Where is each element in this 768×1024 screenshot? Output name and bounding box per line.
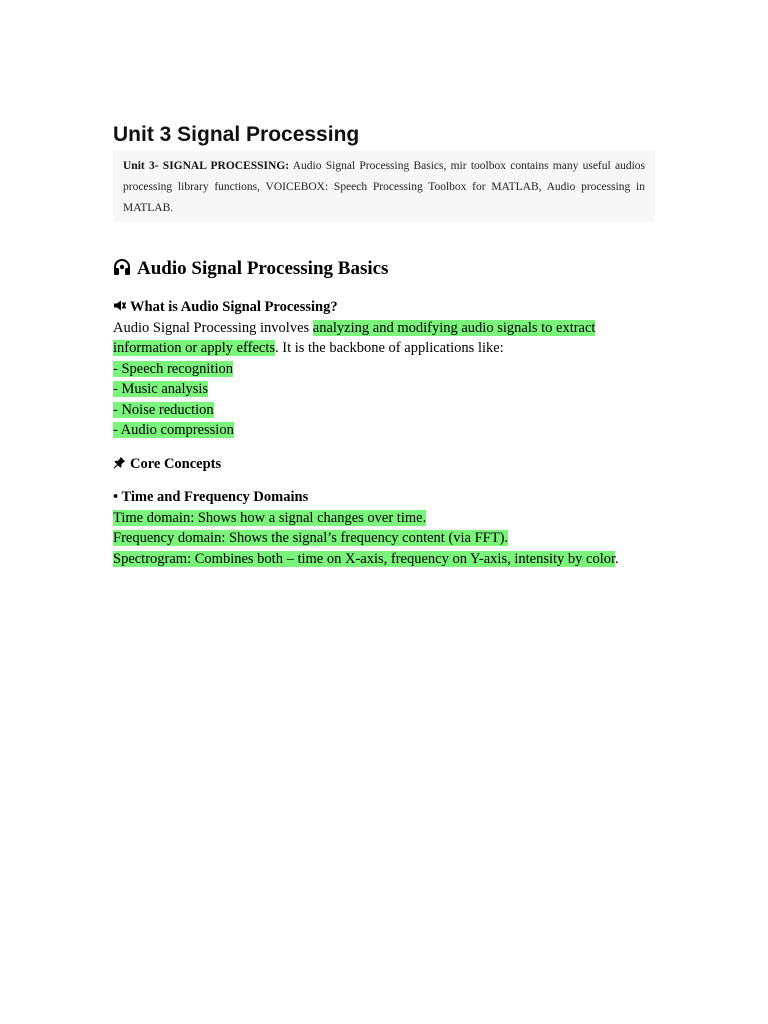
- list-item: Spectrogram: Combines both – time on X-axis, frequency on Y-axis, intensity by color: [113, 550, 616, 567]
- list-item: - Music analysis: [113, 381, 209, 397]
- core-concepts-heading-text: Core Concepts: [130, 455, 222, 472]
- section-heading-text: Audio Signal Processing Basics: [137, 258, 389, 279]
- application-list: [113, 359, 673, 441]
- list-item: Time domain: Shows how a signal changes over time.: [113, 509, 427, 526]
- speaker-icon: [113, 299, 126, 312]
- intro-plain: Audio Signal Processing involves: [113, 319, 313, 336]
- list-item: - Audio compression: [113, 422, 234, 438]
- concept-lines: [113, 508, 673, 570]
- intro-tail: . It is the backbone of applications like:: [275, 340, 504, 356]
- core-concepts-heading: [113, 454, 673, 475]
- time-frequency-heading: • Time and Frequency Domains: [113, 489, 309, 505]
- what-is-heading: [113, 297, 673, 318]
- syllabus-label: Unit 3- SIGNAL PROCESSING:: [123, 160, 290, 172]
- list-item: - Noise reduction: [113, 401, 214, 418]
- intro-paragraph: [113, 318, 673, 359]
- headphones-icon: [113, 258, 131, 276]
- main-content: [113, 297, 673, 569]
- trailing-period: .: [615, 550, 619, 567]
- list-item: Frequency domain: Shows the signal’s frequency content (via FFT).: [113, 530, 509, 546]
- intro-highlight-2: information or apply effects: [113, 340, 275, 356]
- intro-highlight-1: analyzing and modifying audio signals to extract: [312, 319, 596, 336]
- page-title: Unit 3 Signal Processing: [113, 123, 360, 146]
- what-is-heading-text: What is Audio Signal Processing?: [130, 299, 338, 315]
- syllabus-text: Audio Signal Processing Basics, mir toolbox contains many useful audios processing library functions, VOICEBOX: Speech Processing Toolbox for MATLAB, Audio processing in MATLAB.: [123, 160, 645, 214]
- syllabus-excerpt: [113, 151, 655, 222]
- list-item: - Speech recognition: [113, 360, 233, 377]
- pushpin-icon: [113, 456, 126, 469]
- section-heading: [113, 256, 388, 282]
